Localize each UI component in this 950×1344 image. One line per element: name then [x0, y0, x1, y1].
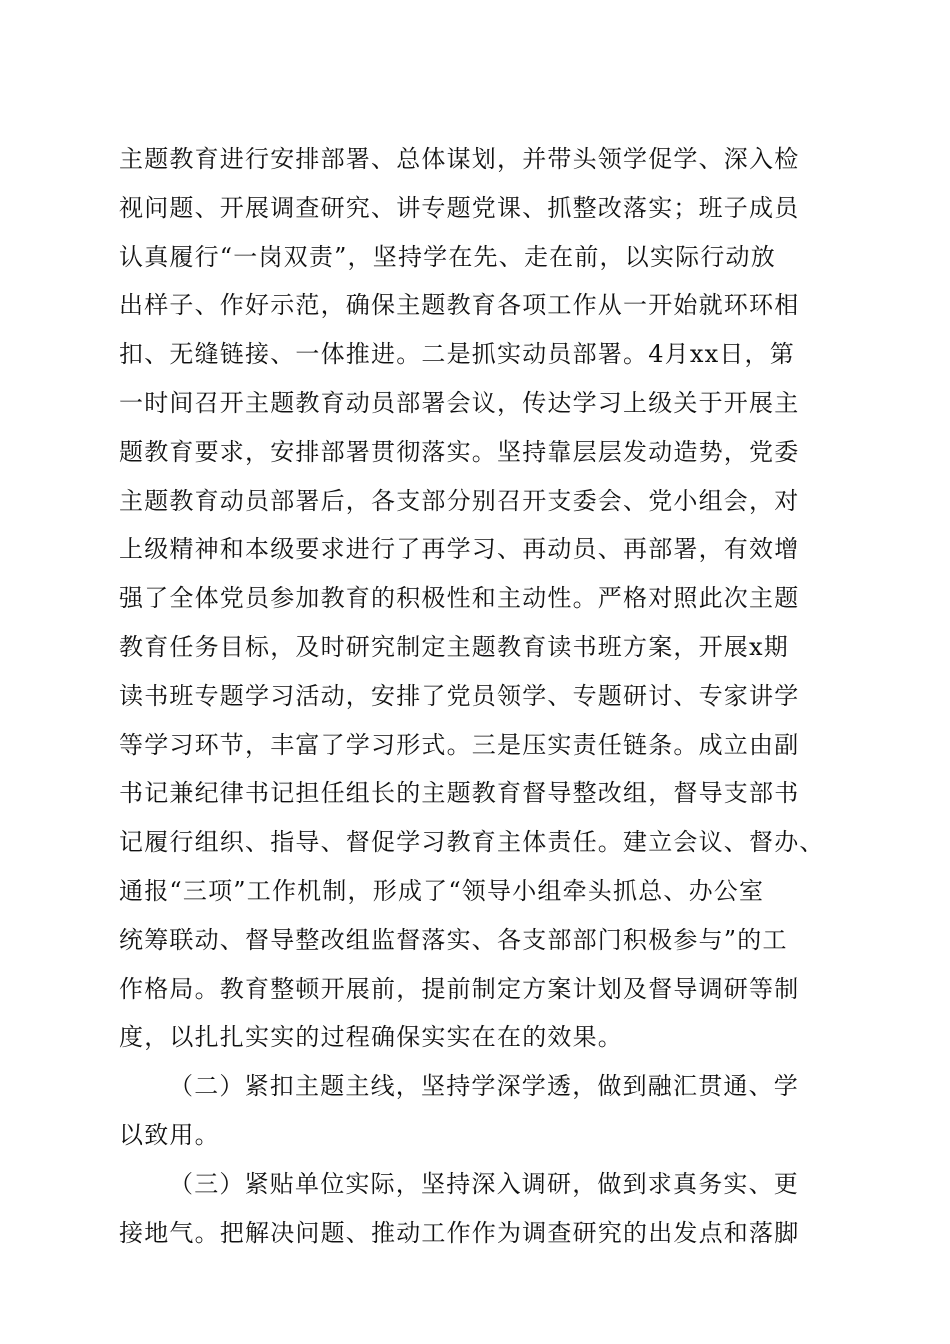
body-line: 出样子、作好示范，确保主题教育各项工作从一开始就环环相: [119, 291, 800, 320]
section-three-body: 接地气。把解决问题、推动工作作为调查研究的出发点和落脚: [119, 1218, 800, 1247]
body-line: 作格局。教育整顿开展前，提前制定方案计划及督导调研等制: [119, 974, 800, 1003]
document-text: [119, 135, 831, 1257]
body-line: 上级精神和本级要求进行了再学习、再动员、再部署，有效增: [119, 535, 800, 564]
body-line: 主题教育动员部署后，各支部分别召开支委会、党小组会，对: [119, 486, 800, 515]
section-two-heading: （二）紧扣主题主线，坚持学深学透，做到融汇贯通、学: [169, 1072, 799, 1101]
body-line: 统筹联动、督导整改组监督落实、各支部部门积极参与”的工: [119, 925, 788, 954]
body-line: 主题教育进行安排部署、总体谋划，并带头领学促学、深入检: [119, 145, 800, 173]
body-line: 视问题、开展调查研究、讲专题党课、抓整改落实；班子成员: [119, 193, 800, 222]
body-line: 一时间召开主题教育动员部署会议，传达学习上级关于开展主: [119, 388, 800, 417]
body-line: 强了全体党员参加教育的积极性和主动性。严格对照此次主题: [119, 584, 800, 613]
body-line: 认真履行“一岗双责”，坚持学在先、走在前，以实际行动放: [119, 242, 776, 271]
body-line: 教育任务目标，及时研究制定主题教育读书班方案，开展x期: [119, 632, 789, 661]
section-two-heading-cont: 以致用。: [119, 1120, 220, 1149]
body-line: 等学习环节，丰富了学习形式。三是压实责任链条。成立由副: [119, 730, 800, 759]
section-three-heading: （三）紧贴单位实际，坚持深入调研，做到求真务实、更: [169, 1169, 799, 1198]
body-line: 度，以扎扎实实的过程确保实实在在的效果。: [119, 1023, 623, 1052]
body-line: 读书班专题学习活动，安排了党员领学、专题研讨、专家讲学: [119, 681, 800, 710]
body-line: 扣、无缝链接、一体推进。二是抓实动员部署。4月xx日，第: [119, 340, 795, 369]
body-line: 记履行组织、指导、督促学习教育主体责任。建立会议、督办、: [119, 828, 825, 857]
body-line: 通报“三项”工作机制，形成了“领导小组牵头抓总、办公室: [119, 876, 765, 905]
body-line: 书记兼纪律书记担任组长的主题教育督导整改组，督导支部书: [119, 779, 800, 808]
body-line: 题教育要求，安排部署贯彻落实。坚持靠层层发动造势，党委: [119, 437, 800, 466]
